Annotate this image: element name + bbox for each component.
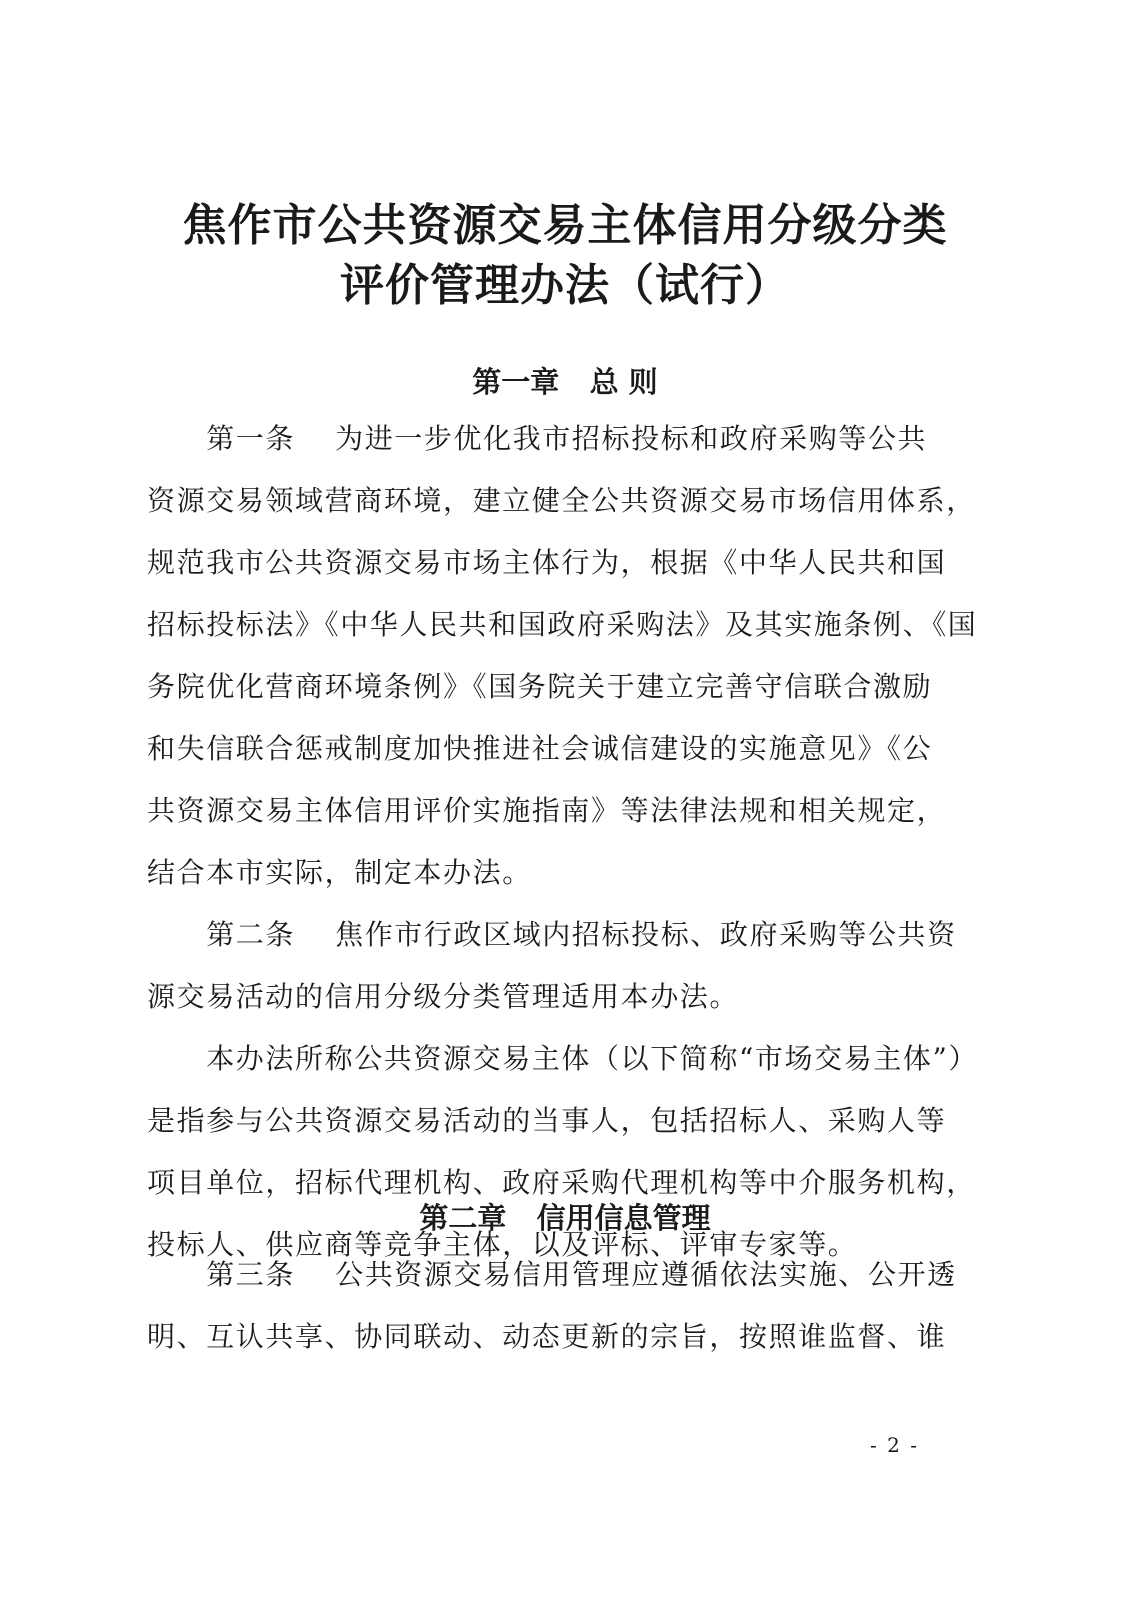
article-1-line: 招标投标法》《中华人民共和国政府采购法》及其实施条例、《国	[147, 608, 978, 641]
article-3-line: 明、互认共享、协同联动、动态更新的宗旨，按照谁监督、谁	[147, 1320, 947, 1353]
article-2	[147, 904, 967, 1028]
article-1-line: 和失信联合惩戒制度加快推进社会诚信建设的实施意见》《公	[147, 732, 933, 765]
document-title-line-1: 焦作市公共资源交易主体信用分级分类	[182, 200, 948, 251]
article-1-line: 共资源交易主体信用评价实施指南》等法律法规和相关规定，	[147, 794, 947, 827]
article-2-paragraph-2	[147, 1028, 979, 1276]
article-2-line: 源交易活动的信用分级分类管理适用本办法。	[147, 980, 740, 1013]
paragraph-line: 项目单位，招标代理机构、政府采购代理机构等中介服务机构，	[147, 1166, 976, 1199]
article-2-line: 第二条 焦作市行政区域内招标投标、政府采购等公共资	[147, 918, 957, 951]
article-3-line: 第三条 公共资源交易信用管理应遵循依法实施、公开透	[147, 1258, 957, 1291]
article-3	[147, 1244, 967, 1368]
paragraph-line: 是指参与公共资源交易活动的当事人，包括招标人、采购人等	[147, 1104, 947, 1137]
page-number: - 2 -	[870, 1433, 919, 1457]
article-1-line: 务院优化营商环境条例》《国务院关于建立完善守信联合激励	[147, 670, 933, 703]
chapter-1-heading: 第一章 总 则	[472, 365, 658, 399]
chapter-2-heading: 第二章 信用信息管理	[419, 1201, 711, 1235]
article-1-line: 规范我市公共资源交易市场主体行为，根据《中华人民共和国	[147, 546, 947, 579]
article-1	[147, 408, 978, 904]
article-1-line: 资源交易领域营商环境，建立健全公共资源交易市场信用体系，	[147, 484, 976, 517]
paragraph-line: 本办法所称公共资源交易主体（以下简称“市场交易主体”）	[147, 1042, 979, 1075]
article-1-line: 结合本市实际，制定本办法。	[147, 856, 532, 889]
article-1-line: 第一条 为进一步优化我市招标投标和政府采购等公共	[147, 422, 928, 455]
document-title-line-2: 评价管理办法（试行）	[340, 260, 790, 311]
paragraph-line: 投标人、供应商等竞争主体，以及评标、评审专家等。	[147, 1228, 858, 1261]
